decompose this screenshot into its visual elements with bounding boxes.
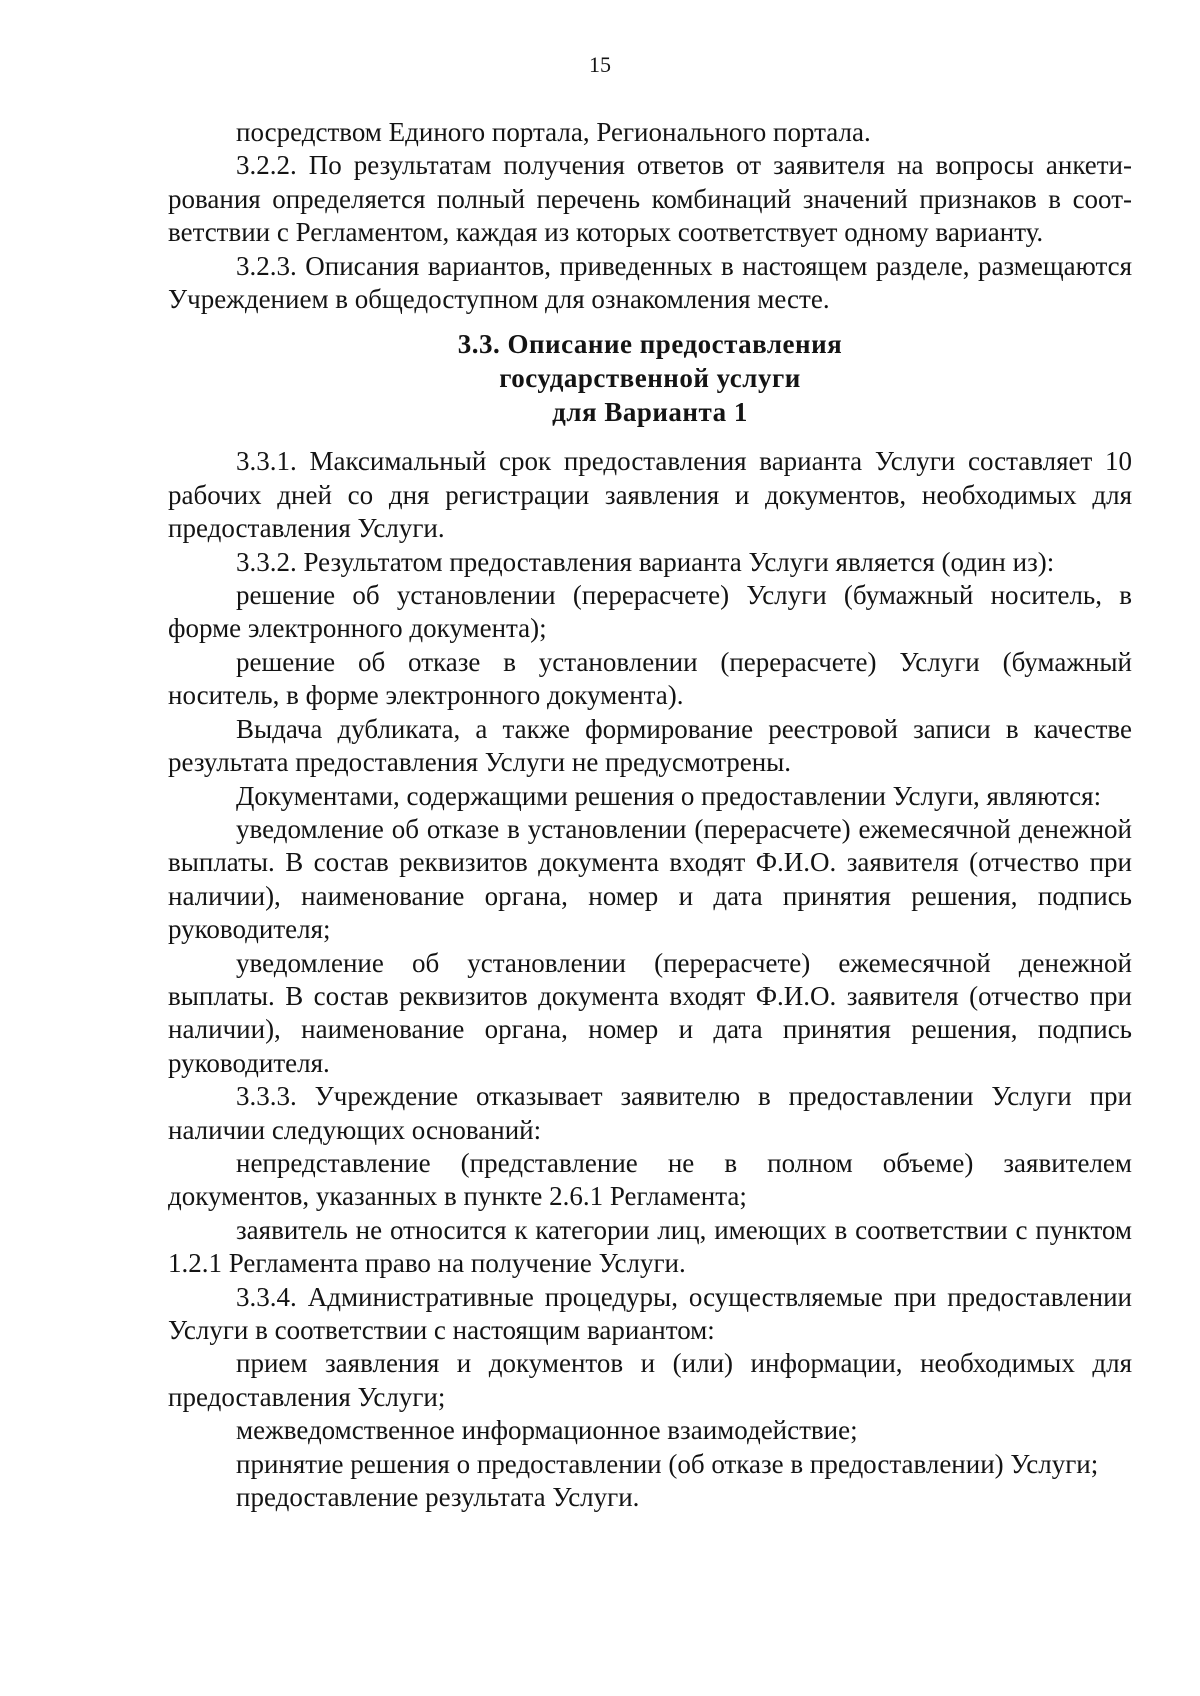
section-heading-line: для Варианта 1 (552, 397, 748, 428)
paragraph: посредством Единого портала, Регионального портала. (236, 117, 871, 147)
paragraph: 3.3.1. Максимальный срок предоставления варианта Услуги составляет 10 рабочих дней со дня регистрации заявления и документов, необходимых для предоставления Услуги. (168, 446, 1132, 544)
paragraph: предоставление результата Услуги. (236, 1482, 640, 1513)
paragraph: 3.3.2. Результатом предоставления варианта Услуги является (один из): (236, 546, 1055, 577)
paragraph: непредставление (представление не в полном объеме) заявителем документов, указанных в пункте 2.6.1 Регламента; (168, 1147, 1132, 1212)
paragraph: уведомление об отказе в установлении (перерасчете) ежемесячной денежной выплаты. В состав реквизитов документа входят Ф.И.О. заявителя (отчество при наличии), наименование органа, номер и дата принятия решения, подпись руководителя; (168, 813, 1132, 945)
paragraph: Выдача дубликата, а также формирование реестровой записи в качестве результата предоставления Услуги не предусмотрены. (168, 713, 1132, 778)
page-number: 15 (589, 52, 611, 77)
section-heading-line: 3.3. Описание предоставления (457, 329, 843, 360)
paragraph: Документами, содержащими решения о предоставлении Услуги, являются: (236, 780, 1102, 811)
paragraph: 3.2.3. Описания вариантов, приведенных в настоящем разделе, размещаются Учреждением в общедоступном для ознакомления месте. (168, 250, 1132, 315)
paragraph: принятие решения о предоставлении (об отказе в предоставлении) Услуги; (236, 1448, 1099, 1479)
paragraph: 3.3.3. Учреждение отказывает заявителю в предоставлении Услуги при наличии следующих оснований: (168, 1081, 1132, 1145)
paragraph: решение об отказе в установлении (перерасчете) Услуги (бумажный носитель, в форме электронного документа). (168, 646, 1132, 711)
section-heading (168, 327, 1132, 429)
document-body (168, 116, 1132, 1514)
paragraph: решение об установлении (перерасчете) Услуги (бумажный носитель, в форме электронного документа); (168, 580, 1132, 644)
paragraph: уведомление об установлении (перерасчете) ежемесячной денежной выплаты. В состав реквизитов документа входят Ф.И.О. заявителя (отчество при наличии), наименование органа, номер и дата принятия решения, подпись руководителя. (168, 947, 1132, 1078)
paragraph: прием заявления и документов и (или) информации, необходимых для предоставления Услуги; (168, 1348, 1132, 1412)
section-heading-line: государственной услуги (499, 363, 801, 394)
paragraph: заявитель не относится к категории лиц, имеющих в соответствии с пунктом 1.2.1 Регламента право на получение Услуги. (168, 1214, 1132, 1279)
paragraph: 3.2.2. По результатам получения ответов от заявителя на вопросы анкетирования определяется полный перечень комбинаций значений признаков в соответствии с Регламентом, каждая из которых соответствует одному варианту. (168, 150, 1132, 248)
paragraph: межведомственное информационное взаимодействие; (236, 1415, 858, 1446)
paragraph: 3.3.4. Административные процедуры, осуществляемые при предоставлении Услуги в соответствии с настоящим вариантом: (168, 1281, 1132, 1345)
